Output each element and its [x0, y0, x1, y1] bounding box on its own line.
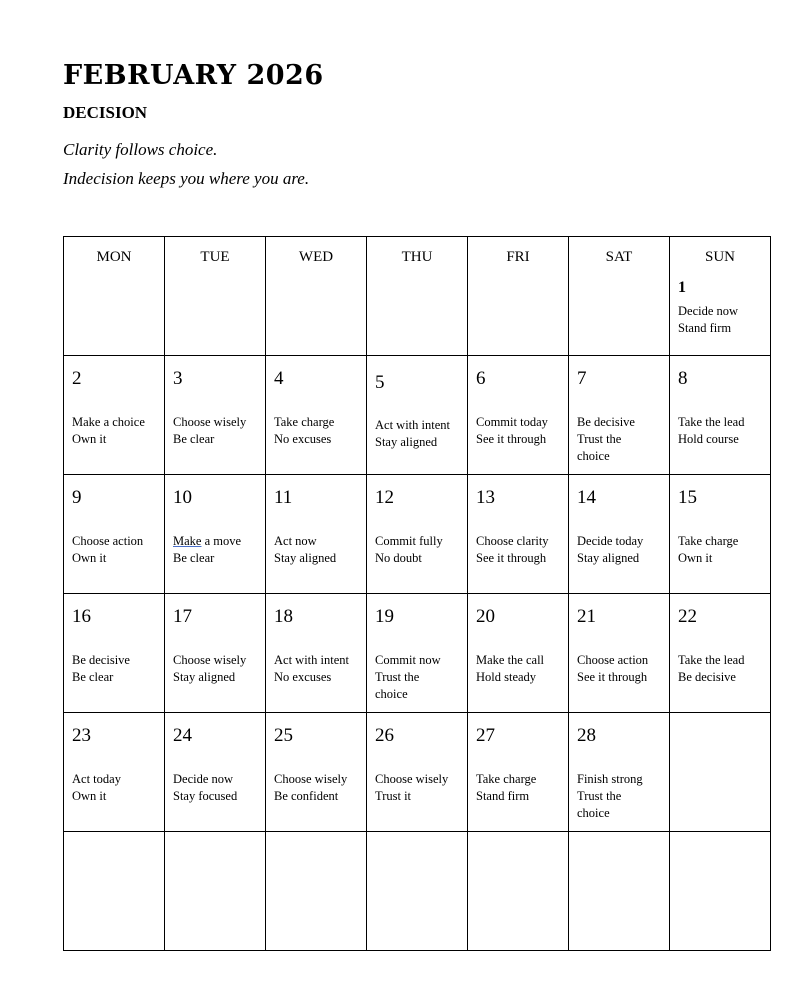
day-cell-3	[165, 356, 266, 475]
day-cell-22	[670, 594, 771, 713]
note-line: Make a choice	[72, 415, 145, 429]
day-notes	[577, 414, 665, 465]
empty-cell	[670, 713, 771, 832]
weekday-label: WED	[298, 249, 334, 265]
empty-cell	[569, 832, 670, 951]
note-line: Make the call	[476, 653, 545, 667]
weekday-label: THU	[401, 249, 433, 265]
note-line: See it through	[476, 432, 547, 446]
day-cell-12	[367, 475, 468, 594]
day-number: 19	[375, 606, 394, 627]
note-line: Hold steady	[476, 670, 537, 684]
day-notes	[72, 771, 160, 805]
note-line: Stay aligned	[173, 670, 236, 684]
day-notes	[173, 771, 261, 805]
day-cell-10	[165, 475, 266, 594]
day-number: 27	[476, 725, 495, 746]
cell-tue-header	[165, 237, 266, 356]
cell-fri-header	[468, 237, 569, 356]
day-notes	[678, 414, 766, 448]
day-number: 17	[173, 606, 192, 627]
day-notes	[476, 652, 564, 686]
note-line: Own it	[678, 551, 713, 565]
weekday-label: SUN	[704, 249, 735, 265]
day-notes	[375, 533, 463, 567]
note-line: Stay focused	[173, 789, 238, 803]
note-line: Commit now	[375, 653, 441, 667]
day-cell-8	[670, 356, 771, 475]
day-number: 26	[375, 725, 394, 746]
weekday-label: FRI	[506, 249, 530, 265]
day-cell-6	[468, 356, 569, 475]
note-line: Take charge	[476, 772, 537, 786]
day-notes	[678, 303, 766, 337]
day-cell-4	[266, 356, 367, 475]
day-cell-26	[367, 713, 468, 832]
note-line: Be clear	[173, 551, 215, 565]
weekday-label: TUE	[200, 249, 230, 265]
day-cell-19	[367, 594, 468, 713]
day-notes	[678, 533, 766, 567]
day-notes	[375, 417, 463, 451]
empty-cell	[165, 832, 266, 951]
note-line: Trust the	[577, 432, 622, 446]
note-line: Commit today	[476, 415, 548, 429]
note-line: Decide today	[577, 534, 644, 548]
day-notes	[173, 652, 261, 686]
day-number: 28	[577, 725, 596, 746]
note-line: Choose action	[72, 534, 144, 548]
note-line: Take charge	[678, 534, 739, 548]
day-cell-11	[266, 475, 367, 594]
note-line	[173, 533, 261, 550]
day-number: 16	[72, 606, 91, 627]
day-number: 5	[375, 372, 385, 393]
note-line: Trust the	[375, 670, 420, 684]
day-notes	[173, 533, 261, 567]
day-notes	[375, 652, 463, 703]
day-notes	[476, 771, 564, 805]
weekday-label: SAT	[605, 249, 633, 265]
day-number: 7	[577, 368, 587, 389]
day-cell-7	[569, 356, 670, 475]
day-notes	[274, 533, 362, 567]
day-number: 14	[577, 487, 596, 508]
day-number: 22	[678, 606, 697, 627]
note-line: Be clear	[72, 670, 114, 684]
note-line: Be decisive	[72, 653, 130, 667]
empty-cell	[367, 832, 468, 951]
note-line: Be decisive	[678, 670, 736, 684]
day-number: 2	[72, 368, 82, 389]
note-line: Own it	[72, 789, 107, 803]
week-row-3	[64, 475, 771, 594]
day-cell-5	[367, 356, 468, 475]
note-line: Stay aligned	[375, 435, 438, 449]
day-number: 13	[476, 487, 495, 508]
day-number: 3	[173, 368, 183, 389]
note-line: See it through	[577, 670, 648, 684]
day-notes	[678, 652, 766, 686]
note-line: Choose action	[577, 653, 649, 667]
day-cell-17	[165, 594, 266, 713]
empty-cell	[670, 832, 771, 951]
theme-heading: DECISION	[63, 103, 148, 122]
day-number: 9	[72, 487, 82, 508]
note-line: Own it	[72, 432, 107, 446]
day-number: 4	[274, 368, 284, 389]
day-notes	[173, 414, 261, 448]
note-line: No excuses	[274, 432, 332, 446]
note-line: Act with intent	[375, 418, 450, 432]
note-line: Act with intent	[274, 653, 349, 667]
note-line: Stay aligned	[577, 551, 640, 565]
week-row-5	[64, 713, 771, 832]
note-line: Be clear	[173, 432, 215, 446]
note-line: See it through	[476, 551, 547, 565]
day-cell-25	[266, 713, 367, 832]
day-notes	[476, 414, 564, 448]
note-line: Choose wisely	[173, 653, 247, 667]
quote-line-1: Clarity follows choice.	[63, 140, 218, 159]
spellcheck-underlined-word: Make	[173, 534, 202, 548]
day-cell-1	[670, 237, 771, 356]
cell-wed-header	[266, 237, 367, 356]
day-number: 18	[274, 606, 293, 627]
day-notes	[375, 771, 463, 805]
day-cell-14	[569, 475, 670, 594]
note-line: Choose wisely	[375, 772, 449, 786]
day-notes	[72, 414, 160, 448]
note-line: Take the lead	[678, 415, 745, 429]
day-number: 11	[274, 487, 293, 508]
day-cell-15	[670, 475, 771, 594]
day-notes	[274, 771, 362, 805]
day-cell-9	[64, 475, 165, 594]
note-line: Act now	[274, 534, 317, 548]
week-row-4	[64, 594, 771, 713]
empty-cell	[64, 832, 165, 951]
note-line: Own it	[72, 551, 107, 565]
quote-line-2: Indecision keeps you where you are.	[63, 169, 310, 188]
day-cell-28	[569, 713, 670, 832]
day-number: 8	[678, 368, 688, 389]
note-line: Be decisive	[577, 415, 635, 429]
day-notes	[72, 652, 160, 686]
note-line: Stay aligned	[274, 551, 337, 565]
note-line: Choose clarity	[476, 534, 549, 548]
note-line: Decide now	[678, 304, 739, 318]
note-line: Choose wisely	[173, 415, 247, 429]
cell-sat-header	[569, 237, 670, 356]
cell-thu-header	[367, 237, 468, 356]
day-cell-16	[64, 594, 165, 713]
day-cell-18	[266, 594, 367, 713]
day-cell-13	[468, 475, 569, 594]
day-notes	[274, 414, 362, 448]
note-text: a move	[201, 534, 242, 548]
empty-cell	[266, 832, 367, 951]
weekday-label: MON	[96, 249, 132, 265]
day-number: 23	[72, 725, 91, 746]
day-cell-24	[165, 713, 266, 832]
note-line: No doubt	[375, 551, 422, 565]
empty-cell	[468, 832, 569, 951]
note-line: Commit fully	[375, 534, 443, 548]
note-line: Take charge	[274, 415, 335, 429]
note-line: No excuses	[274, 670, 332, 684]
note-line: Choose wisely	[274, 772, 348, 786]
day-number: 21	[577, 606, 596, 627]
week-row-2	[64, 356, 771, 475]
note-line: Stand firm	[476, 789, 530, 803]
note-line: Stand firm	[678, 321, 732, 335]
day-cell-21	[569, 594, 670, 713]
note-line: Finish strong	[577, 772, 643, 786]
calendar-grid	[63, 236, 771, 951]
note-line: choice	[577, 449, 610, 463]
note-line: Be confident	[274, 789, 339, 803]
day-number: 10	[173, 487, 192, 508]
day-cell-27	[468, 713, 569, 832]
day-number: 6	[476, 368, 486, 389]
note-line: Hold course	[678, 432, 739, 446]
day-cell-2	[64, 356, 165, 475]
day-cell-23	[64, 713, 165, 832]
note-line: Act today	[72, 772, 121, 786]
day-number: 25	[274, 725, 293, 746]
day-notes	[577, 652, 665, 686]
day-number: 15	[678, 487, 697, 508]
page-title: FEBRUARY 2026	[63, 60, 324, 91]
day-notes	[72, 533, 160, 567]
day-number: 1	[678, 279, 686, 296]
day-notes	[577, 533, 665, 567]
day-notes	[274, 652, 362, 686]
week-row-6	[64, 832, 771, 951]
day-number: 20	[476, 606, 495, 627]
cell-mon-header	[64, 237, 165, 356]
day-notes	[476, 533, 564, 567]
note-line: Decide now	[173, 772, 234, 786]
note-line: Trust it	[375, 789, 412, 803]
note-line: choice	[577, 806, 610, 820]
note-line: Trust the	[577, 789, 622, 803]
day-cell-20	[468, 594, 569, 713]
day-notes	[577, 771, 665, 822]
day-number: 24	[173, 725, 192, 746]
note-line: Take the lead	[678, 653, 745, 667]
week-row-1	[64, 237, 771, 356]
day-number: 12	[375, 487, 394, 508]
note-line: choice	[375, 687, 408, 701]
